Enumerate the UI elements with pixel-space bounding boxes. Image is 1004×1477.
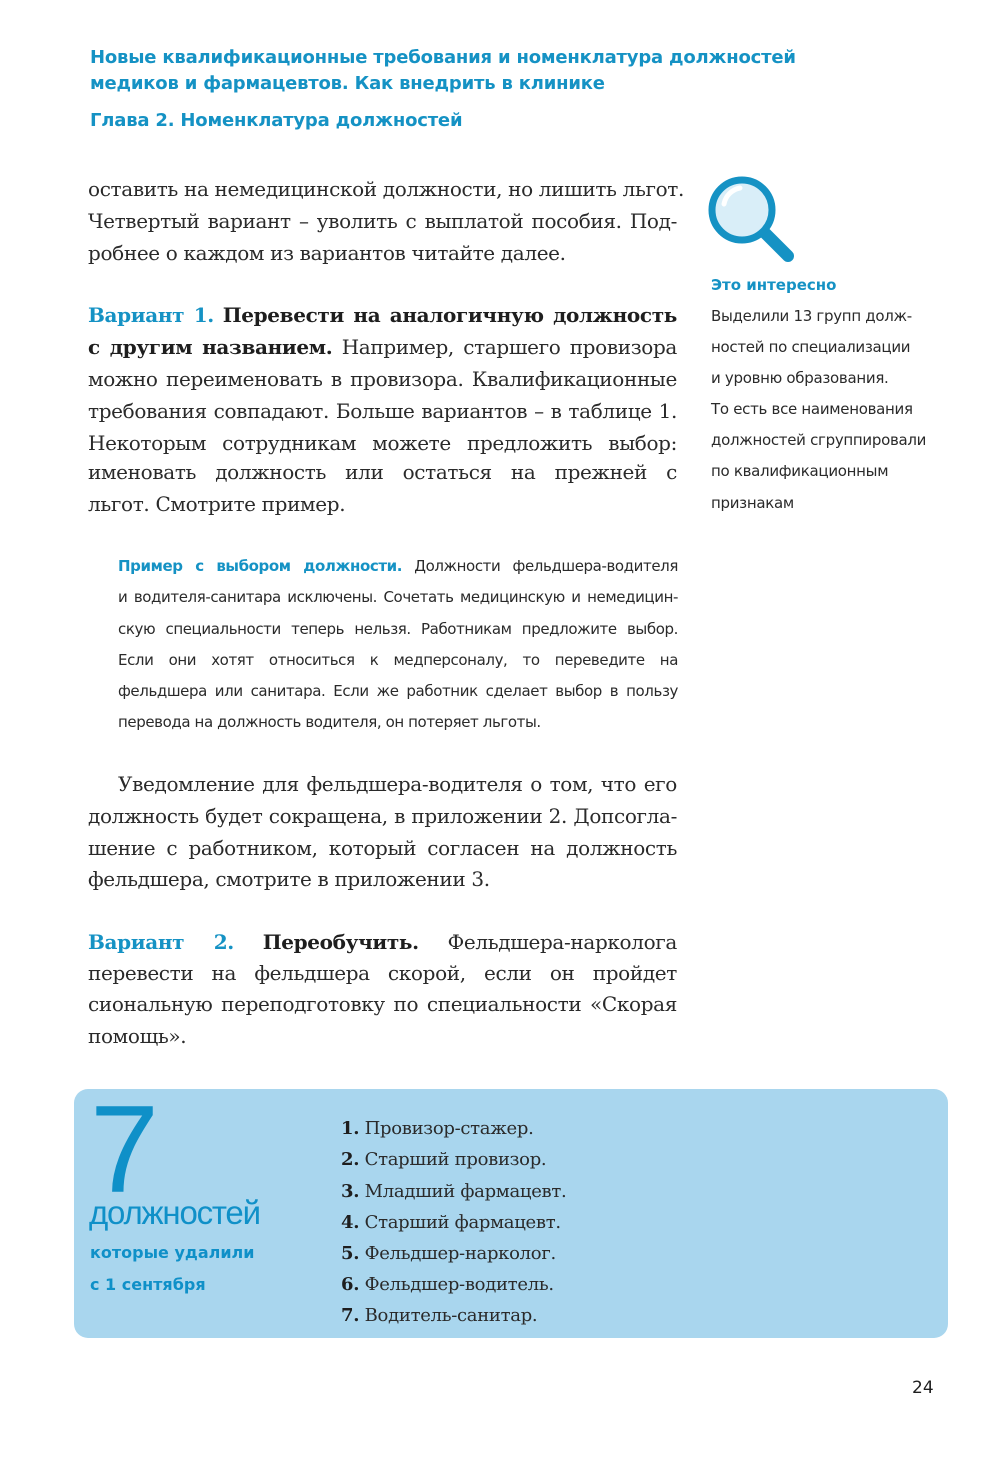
variant1-text: Например, старшего провизора [332, 335, 677, 359]
variant2-line: сиональную переподготовку по специальности «Скорая [88, 992, 677, 1016]
notice-line: шение с работником, который согласен на должность [88, 836, 677, 860]
callout-list-item [341, 1303, 537, 1329]
list-item-number: 1. [341, 1118, 360, 1139]
variant1-line: Некоторым сотрудникам можете предложить выбор: [88, 431, 677, 455]
variant1-line: можно переименовать в провизора. Квалификационные [88, 367, 677, 391]
variant1-line [88, 331, 677, 363]
chapter-title: Глава 2. Номенклатура должностей [90, 110, 463, 131]
sidebar-line: Выделили 13 групп долж- [711, 307, 912, 325]
notice-line: фельдшера, смотрите в приложении 3. [88, 867, 490, 891]
sidebar-line: должностей сгруппировали [711, 431, 927, 449]
list-item-text: Старший фармацевт. [359, 1212, 561, 1233]
list-item-text: Провизор-стажер. [359, 1118, 534, 1139]
list-item-number: 6. [341, 1274, 360, 1295]
page-number: 24 [912, 1378, 934, 1398]
callout-list-item [341, 1147, 546, 1173]
variant2-heading: Переобучить. [262, 930, 419, 954]
example-text: Должности фельдшера-водителя [402, 557, 678, 575]
variant1-heading: Перевести на аналогичную должность [222, 303, 677, 327]
variant1-label: Вариант 1. [88, 303, 214, 327]
callout-number: 7 [90, 1081, 155, 1219]
sidebar-line: То есть все наименования [711, 400, 913, 418]
doc-title-line1: Новые квалификационные требования и номенклатура должностей [90, 47, 796, 68]
variant2-label: Вариант 2. [88, 930, 234, 954]
variant1-heading-cont: с другим названием. [88, 335, 333, 359]
doc-title-line2: медиков и фармацевтов. Как внедрить в клинике [90, 73, 605, 94]
sidebar-line: и уровню образования. [711, 369, 889, 387]
intro-line: робнее о каждом из вариантов читайте далее. [88, 241, 566, 265]
callout-list-item [341, 1179, 566, 1205]
list-item-number: 3. [341, 1181, 360, 1202]
list-item-number: 5. [341, 1243, 360, 1264]
example-line [118, 551, 678, 581]
variant1-line [88, 299, 677, 331]
example-line: фельдшера или санитара. Если же работник сделает выбор в пользу [118, 682, 678, 700]
callout-list-item [341, 1272, 554, 1298]
list-item-text: Старший провизор. [359, 1149, 547, 1170]
example-lead: Пример с выбором должности. [118, 557, 403, 575]
example-line: перевода на должность водителя, он потеряет льготы. [118, 713, 541, 731]
list-item-text: Младший фармацевт. [359, 1181, 567, 1202]
callout-word: должностей [89, 1194, 260, 1231]
notice-line: должность будет сокращена, в приложении 2. Допсогла- [88, 804, 677, 828]
sidebar-title: Это интересно [711, 276, 837, 294]
list-item-text: Водитель-санитар. [359, 1305, 538, 1326]
sidebar-line: признакам [711, 494, 794, 512]
list-item-number: 2. [341, 1149, 360, 1170]
variant2-line [88, 926, 677, 958]
example-line: и водителя-санитара исключены. Сочетать медицинскую и немедицин- [118, 588, 678, 606]
list-item-text: Фельдшер-нарколог. [359, 1243, 556, 1264]
list-item-number: 4. [341, 1212, 360, 1233]
callout-list-item [341, 1241, 556, 1267]
magnifier-icon [706, 176, 798, 266]
list-item-text: Фельдшер-водитель. [359, 1274, 554, 1295]
example-line: скую специальности теперь нельзя. Работникам предложите выбор. [118, 620, 678, 638]
callout-subtitle: с 1 сентября [90, 1275, 206, 1294]
callout-list-item [341, 1116, 534, 1142]
list-item-number: 7. [341, 1305, 360, 1326]
variant2-line: помощь». [88, 1024, 187, 1048]
notice-line: Уведомление для фельдшера-водителя о том, что его [118, 772, 677, 796]
sidebar-line: ностей по специализации [711, 338, 911, 356]
sidebar-line: по квалификационным [711, 462, 889, 480]
intro-line: Четвертый вариант – уволить с выплатой пособия. Под- [88, 209, 677, 233]
example-line: Если они хотят относиться к медперсоналу, то переведите на [118, 651, 678, 669]
variant2-text: Фельдшера-нарколога [447, 930, 677, 954]
variant2-line: перевести на фельдшера скорой, если он пройдет [88, 961, 677, 985]
callout-list-item [341, 1210, 561, 1236]
variant1-line: именовать должность или остаться на прежней с [88, 460, 677, 484]
variant1-line: льгот. Смотрите пример. [88, 492, 346, 516]
intro-line: оставить на немедицинской должности, но лишить льгот. [88, 177, 685, 201]
callout-subtitle: которые удалили [90, 1243, 255, 1262]
variant1-line: требования совпадают. Больше вариантов – в таблице 1. [88, 399, 677, 423]
